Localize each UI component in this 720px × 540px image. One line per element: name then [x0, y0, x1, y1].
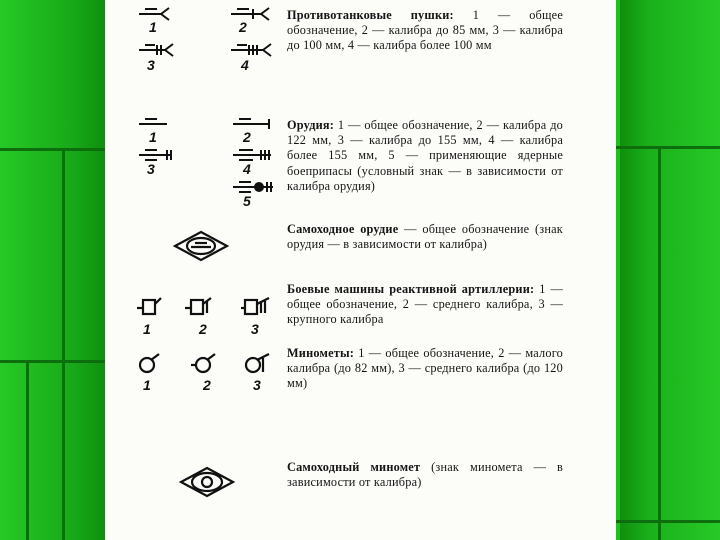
- self-propelled-mortar-description: [287, 460, 563, 490]
- symbol-number: 1: [143, 321, 151, 337]
- antitank-gun-85mm-symbol: [227, 4, 275, 20]
- gun-over-155mm-symbol: [229, 146, 279, 162]
- symbol-number: 5: [243, 193, 251, 209]
- scanned-page: [105, 0, 616, 540]
- self-propelled-gun-description: [287, 222, 563, 252]
- symbol-number: 1: [149, 129, 157, 145]
- entry-title: Противотанковые пушки:: [287, 8, 454, 22]
- self-propelled-gun-symbol: [173, 230, 229, 262]
- rocket-artillery-large-symbol: [239, 296, 275, 320]
- decor-line: [62, 148, 65, 540]
- entry-text: 1 — общее обозначение, 2 — среднего калибра, 3 — крупного калибра: [287, 282, 563, 327]
- symbol-number: 2: [203, 377, 211, 393]
- entry-title: Самоходное орудие: [287, 222, 399, 236]
- antitank-gun-description: [287, 8, 563, 54]
- decor-line: [658, 146, 661, 540]
- symbol-number: 3: [147, 57, 155, 73]
- rocket-artillery-general-symbol: [135, 296, 163, 320]
- mortar-general-symbol: [135, 352, 163, 376]
- symbol-number: 2: [199, 321, 207, 337]
- self-propelled-mortar-symbol: [179, 466, 235, 498]
- symbol-number: 2: [243, 129, 251, 145]
- entry-title: Боевые машины реактивной артиллерии:: [287, 282, 535, 296]
- entry-text: 1 — общее обозначение, 2 — калибра до 122 мм, 3 — калибра до 155 мм, 4 — калибра более 155 мм, 5 — применяющие ядерные боеприпасы (условный знак — в зависимости от калибра орудия): [287, 118, 563, 193]
- entry-text: 1 — общее обозначение, 2 — калибра до 85 мм, 3 — калибра до 100 мм, 4 — калибра более 100 мм: [287, 8, 563, 53]
- mortar-medium-calibre-symbol: [241, 352, 275, 376]
- gun-description: [287, 118, 563, 194]
- symbol-number: 3: [147, 161, 155, 177]
- gun-general-symbol: [135, 114, 175, 130]
- symbol-number: 3: [251, 321, 259, 337]
- symbol-number: 4: [241, 57, 249, 73]
- decor-line: [0, 148, 105, 151]
- entry-text: (знак миномета — в зависимости от калибра): [287, 460, 563, 490]
- symbol-number: 1: [143, 377, 151, 393]
- entry-title: Орудия:: [287, 118, 335, 132]
- rocket-artillery-medium-symbol: [183, 296, 217, 320]
- rocket-artillery-description: [287, 282, 563, 328]
- antitank-gun-over-100mm-symbol: [227, 40, 275, 56]
- gun-122mm-symbol: [229, 114, 275, 130]
- entry-title: Самоходный миномет: [287, 460, 421, 474]
- entry-title: Минометы:: [287, 346, 355, 360]
- decor-line: [616, 520, 720, 523]
- gun-nuclear-symbol: [229, 178, 281, 194]
- symbol-number: 2: [239, 19, 247, 35]
- gun-155mm-symbol: [135, 146, 181, 162]
- decor-line: [26, 360, 29, 540]
- decor-line: [616, 146, 720, 149]
- antitank-gun-general-symbol: [135, 4, 179, 20]
- antitank-gun-100mm-symbol: [135, 40, 179, 56]
- entry-text: 1 — общее обозначение, 2 — малого калибра (до 82 мм), 3 — среднего калибра (до 120 мм): [287, 346, 564, 391]
- symbol-number: 4: [243, 161, 251, 177]
- entry-text: — общее обозначение (знак орудия — в зависимости от калибра): [287, 222, 563, 252]
- slide-background-right: [620, 0, 720, 540]
- mortar-small-calibre-symbol: [189, 352, 223, 376]
- slide-background-left: [0, 0, 105, 540]
- decor-line: [0, 360, 105, 363]
- mortar-description: [287, 346, 563, 392]
- symbol-number: 3: [253, 377, 261, 393]
- symbol-number: 1: [149, 19, 157, 35]
